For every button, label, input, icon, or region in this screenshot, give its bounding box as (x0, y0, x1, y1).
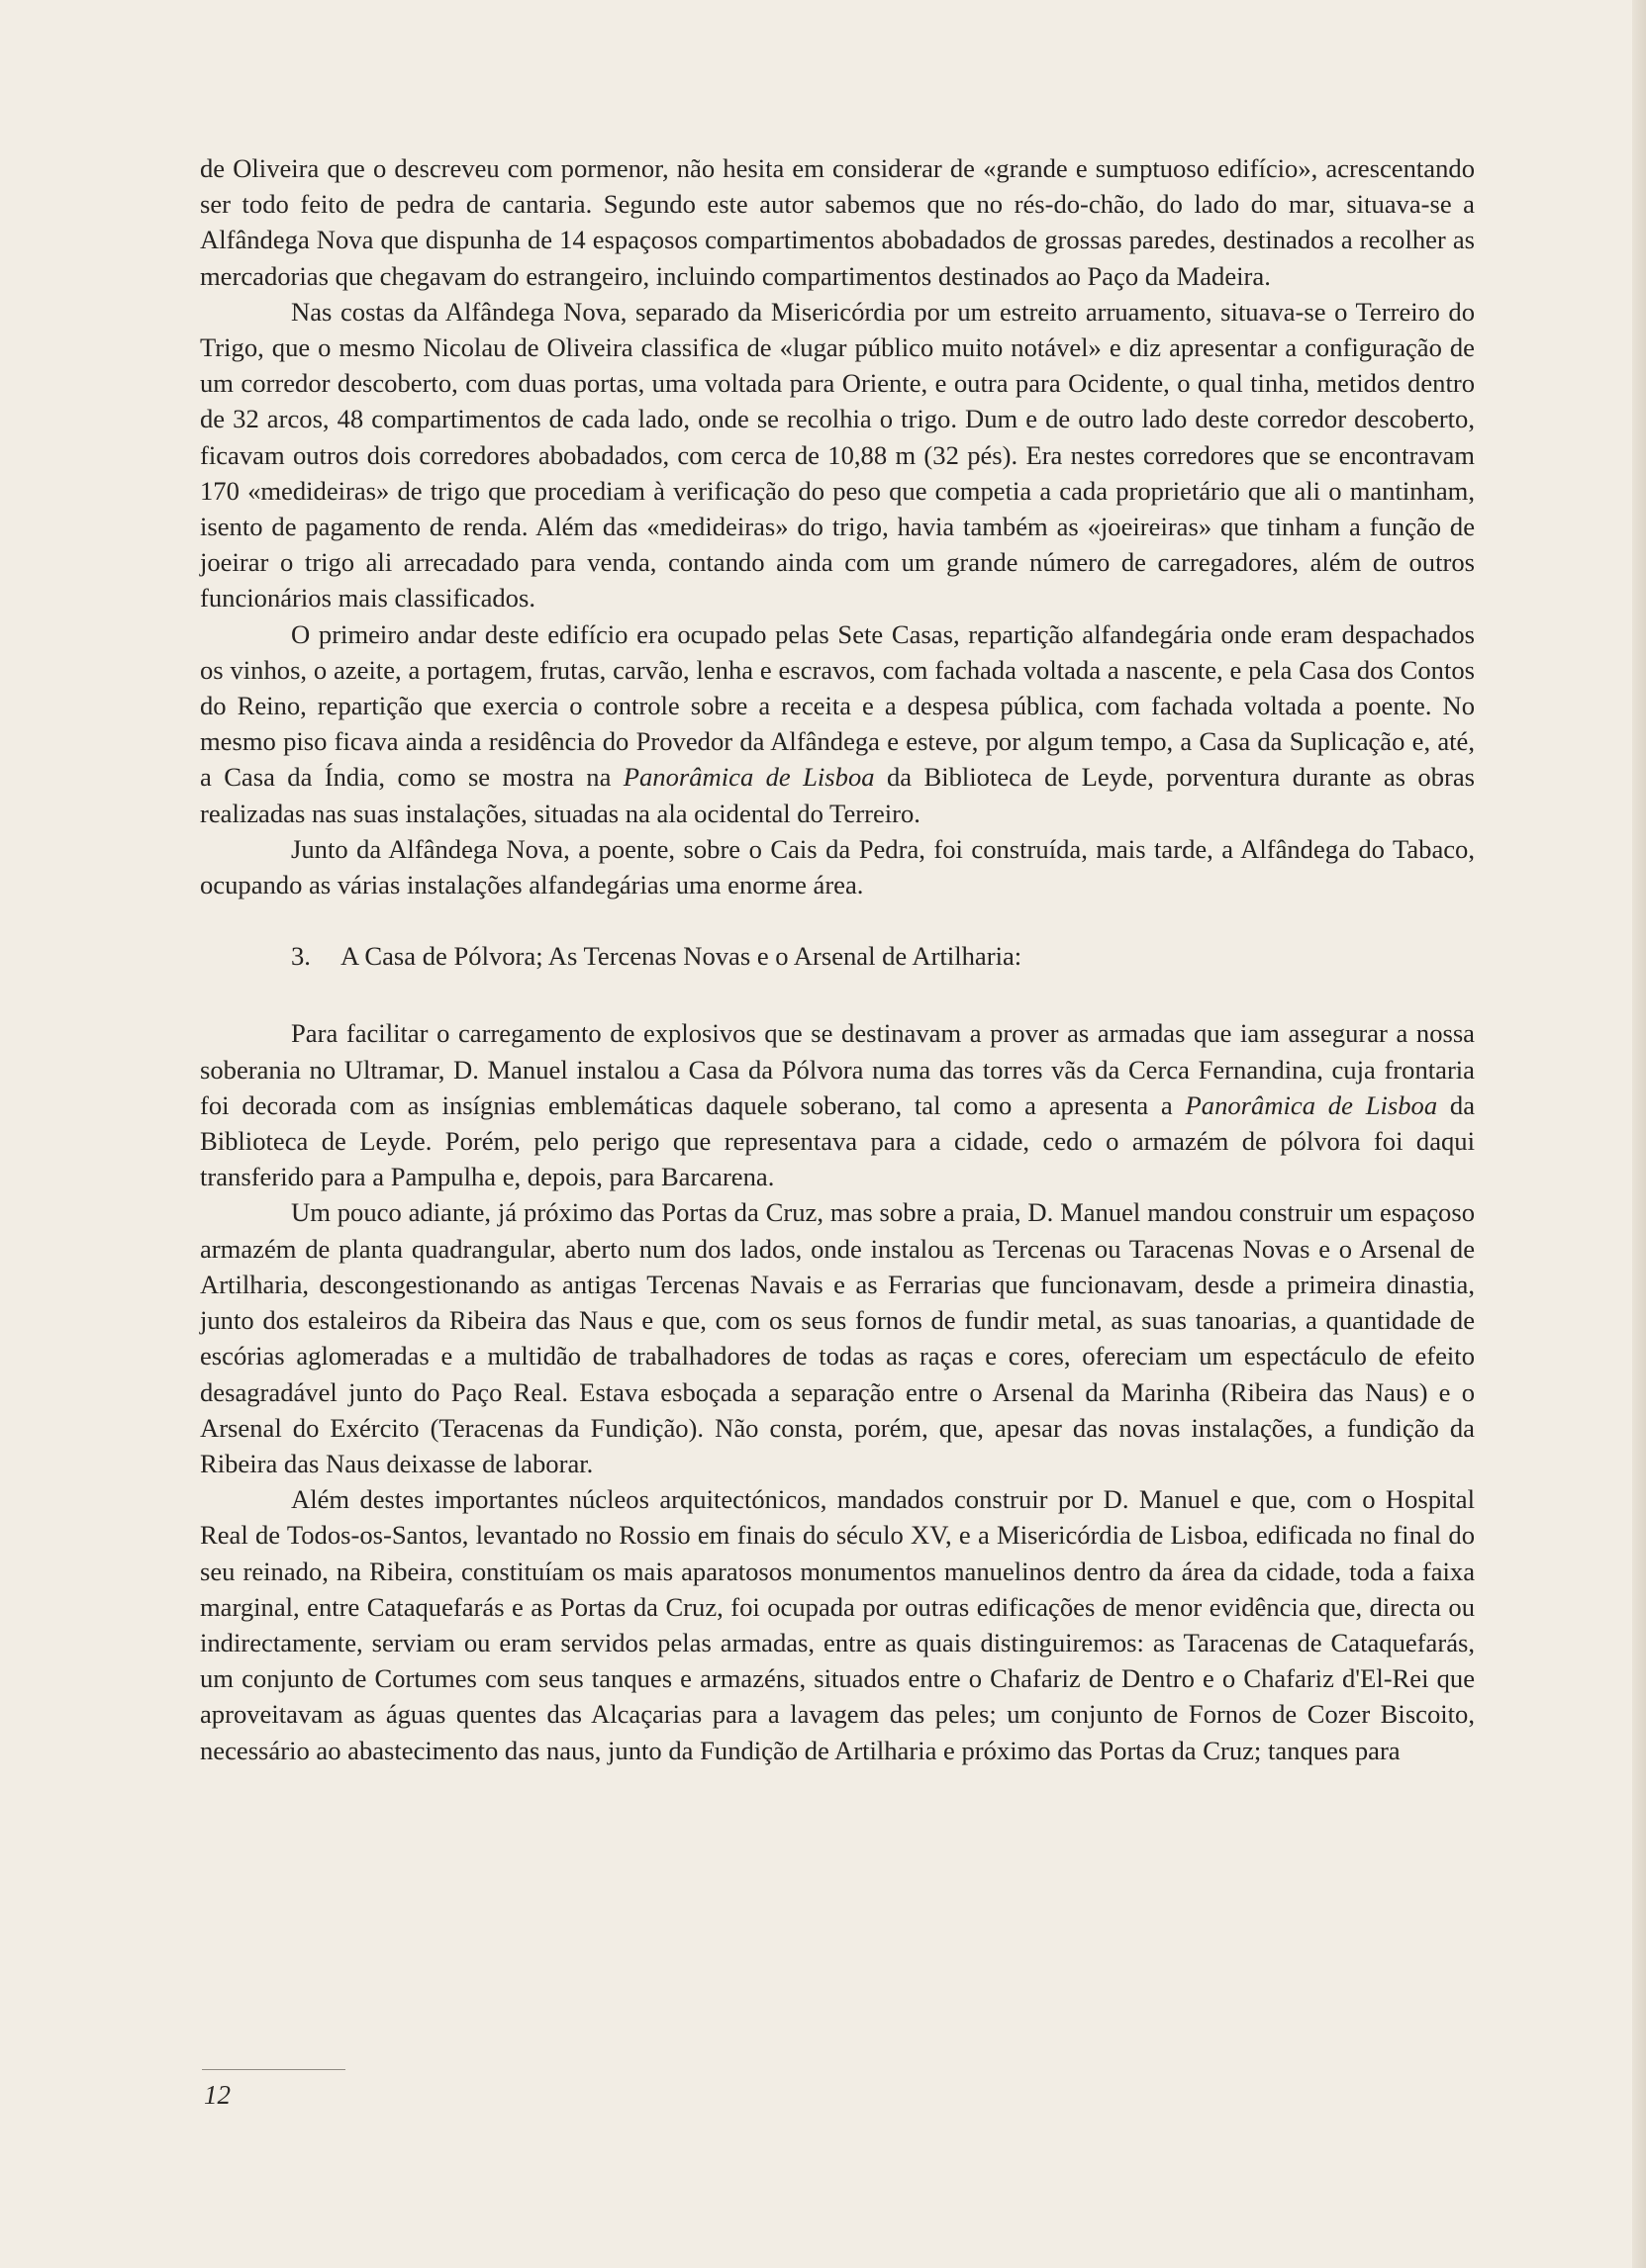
page-number: 12 (204, 2080, 231, 2110)
paragraph-5 (200, 1015, 1475, 1194)
paragraph-5-italic-title: Panorâmica de Lisboa (1185, 1089, 1438, 1120)
section-number: 3. (291, 941, 311, 972)
paragraph-2: Nas costas da Alfândega Nova, separado da Misericórdia por um estreito arruamento, situava-se o Terreiro do Trigo, que o mesmo Nicolau de Oliveira classifica de «lugar público muito notável» e diz apresentar a configuração de um corredor descoberto, com duas portas, uma voltada para Oriente, e outra para Ocidente, o qual tinha, metidos dentro de 32 arcos, 48 compartimentos de cada lado, onde se recolhia o trigo. Dum e de outro lado deste corredor descoberto, ficavam outros dois corredores abobadados, com cerca de 10,88 m (32 pés). Era nestes corredores que se encontravam 170 «medideiras» de trigo que procediam à verificação do peso que competia a cada proprietário que ali o mantinham, isento de pagamento de renda. Além das «medideiras» do trigo, havia também as «joeireiras» que tinham a função de joeirar o trigo ali arrecadado para venda, contando ainda com um grande número de carregadores, além de outros funcionários mais classificados. (200, 296, 1475, 614)
paragraph-7: Além destes importantes núcleos arquitectónicos, mandados construir por D. Manuel e que, com o Hospital Real de Todos-os-Santos, levantado no Rossio em finais do século XV, e a Misericórdia de Lisboa, edificada no final do seu reinado, na Ribeira, constituíam os mais aparatosos monumentos manuelinos dentro da área da cidade, toda a faixa marginal, entre Cataquefarás e as Portas da Cruz, foi ocupada por outras edificações de menor evidência que, directa ou indirectamente, serviam ou eram servidos pelas armadas, entre as quais distinguiremos: as Taracenas de Cataquefarás, um conjunto de Cortumes com seus tanques e armazéns, situados entre o Chafariz de Dentro e o Chafariz d'El-Rei que aproveitavam as águas quentes das Alcaçarias para a lavagem das peles; um conjunto de Fornos de Cozer Biscoito, necessário ao abastecimento das naus, junto da Fundição de Artilharia e próximo das Portas da Cruz; tanques para (200, 1484, 1475, 1765)
paragraph-3-text-after: da Biblioteca de Leyde, porventura durante as obras realizadas nas suas instalações, situadas na ala ocidental do Terreiro. (200, 762, 1476, 828)
section-title: A Casa de Pólvora; As Tercenas Novas e o Arsenal de Artilharia: (340, 941, 1022, 972)
paragraph-3-text-before: O primeiro andar deste edifício era ocupado pelas Sete Casas, repartição alfandegária onde eram despachados os vinhos, o azeite, a portagem, frutas, carvão, lenha e escravos, com fachada voltada a nascente, e pela Casa dos Contos do Reino, repartição que exercia o controle sobre a receita e a despesa pública, com fachada voltada a poente. No mesmo piso ficava ainda a residência do Provedor da Alfândega e esteve, por algum tempo, a Casa da Suplicação e, até, a Casa da Índia, como se mostra na (200, 618, 1475, 793)
paragraph-5-text-after: da Biblioteca de Leyde. Porém, pelo perigo que representava para a cidade, cedo o armazém de pólvora foi daqui transferido para a Pampulha e, depois, para Barcarena. (200, 1089, 1476, 1192)
paragraph-5-text-before: Para facilitar o carregamento de explosivos que se destinavam a prover as armadas que iam assegurar a nossa soberania no Ultramar, D. Manuel instalou a Casa da Pólvora numa das torres vãs da Cerca Fernandina, cuja frontaria foi decorada com as insígnias emblemáticas daquele soberano, tal como a apresenta a (200, 1018, 1475, 1120)
paragraph-3-italic-title: Panorâmica de Lisboa (623, 762, 875, 793)
footnote-rule (202, 2069, 345, 2070)
paragraph-1: de Oliveira que o descreveu com pormenor, não hesita em considerar de «grande e sumptuoso edifício», acrescentando ser todo feito de pedra de cantaria. Segundo este autor sabemos que no rés-do-chão, do lado do mar, situava-se a Alfândega Nova que dispunha de 14 espaçosos compartimentos abobadados de grossas paredes, destinados a recolher as mercadorias que chegavam do estrangeiro, incluindo compartimentos destinados ao Paço da Madeira. (200, 153, 1475, 291)
paragraph-3 (200, 616, 1475, 831)
paragraph-4: Junto da Alfândega Nova, a poente, sobre o Cais da Pedra, foi construída, mais tarde, a Alfândega do Tabaco, ocupando as várias instalações alfandegárias uma enorme área. (200, 833, 1475, 900)
section-heading (200, 938, 1475, 974)
body-text (200, 150, 1475, 1768)
page-edge (1632, 0, 1646, 2268)
paragraph-6: Um pouco adiante, já próximo das Portas da Cruz, mas sobre a praia, D. Manuel mandou construir um espaçoso armazém de planta quadrangular, aberto num dos lados, onde instalou as Tercenas ou Taracenas Novas e o Arsenal de Artilharia, descongestionando as antigas Tercenas Navais e as Ferrarias que funcionavam, desde a primeira dinastia, junto dos estaleiros da Ribeira das Naus e que, com os seus fornos de fundir metal, as suas tanoarias, a quantidade de escórias aglomeradas e a multidão de trabalhadores de todas as raças e cores, ofereciam um espectáculo de efeito desagradável junto do Paço Real. Estava esboçada a separação entre o Arsenal da Marinha (Ribeira das Naus) e o Arsenal do Exército (Teracenas da Fundição). Não consta, porém, que, apesar das novas instalações, a fundição da Ribeira das Naus deixasse de laborar. (200, 1197, 1475, 1478)
